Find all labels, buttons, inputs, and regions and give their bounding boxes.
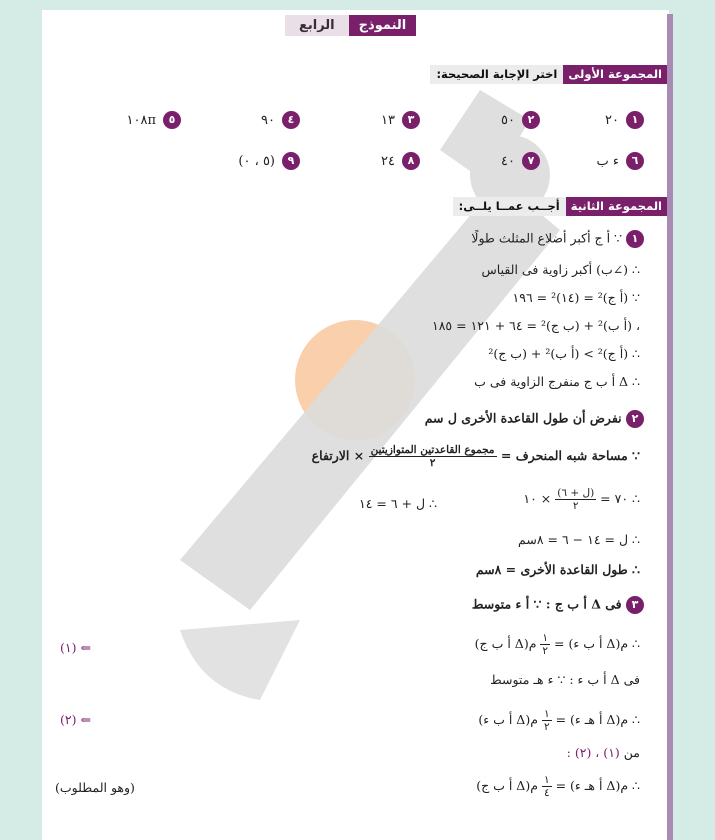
option-6: ٦ ء ب <box>597 152 644 170</box>
option-3: ٣ ١٣ <box>381 111 420 129</box>
option-4: ٤ ٩٠ <box>261 111 300 129</box>
q3-line4: ∴ م(Δ أ هـ ء) = $\frac{١}{٢}$ م(Δ أ ب ء) <box>478 708 640 733</box>
q3-number: ٣ <box>626 596 644 614</box>
q1-line1: ١ ∵ أ ج أكبر أضلاع المثلث طولًا <box>471 230 644 248</box>
option-9: ٩ (٥ ، ٠) <box>238 152 300 170</box>
q1-line4: ، (أ ب)² + (ب ج)² = ٦٤ + ١٢١ = ١٨٥ <box>431 318 640 333</box>
mark-1: ⇐ (١) <box>60 640 91 655</box>
q3-line5: من (١) ، (٢) : <box>566 745 640 760</box>
q3-line6: ∴ م(Δ أ هـ ء) = $\frac{١}{٤}$ م(Δ أ ب ج) <box>476 774 640 799</box>
header-model: النموذج <box>349 15 417 36</box>
group1-label: المجموعة الأولى <box>563 65 667 84</box>
q2-area-formula: ∵ مساحة شبه المنحرف = $\frac{\text{مجموع القاعدتين المتوازيتين}}{٢}$ × الارتفاع <box>311 444 640 469</box>
q1-line3: ∵ (أ ج)² = (١٤)² = ١٩٦ <box>512 290 640 305</box>
result-note: (وهو المطلوب) <box>55 780 135 795</box>
option-5: ٥ ١٠٨π <box>127 111 182 129</box>
group1-instruction: اختر الإجابة الصحيحة: <box>430 65 563 84</box>
q2-equation-right: ∴ ل + ٦ = ١٤ <box>358 496 437 511</box>
q3-line3: فى Δ أ ب ء : ∵ ء هـ متوسط <box>490 672 640 687</box>
mark-2: ⇐ (٢) <box>60 712 91 727</box>
group2-instruction: أجــب عمــا يلــى: <box>453 197 566 216</box>
group2-title <box>453 197 667 216</box>
q1-line6: ∴ Δ أ ب ج منفرج الزاوية فى ب <box>474 374 640 389</box>
option-7: ٧ ٤٠ <box>501 152 540 170</box>
option-2: ٢ ٥٠ <box>501 111 540 129</box>
model-header <box>285 15 416 36</box>
header-fourth: الرابع <box>285 15 349 36</box>
q2-line4: ∴ ل = ١٤ − ٦ = ٨سم <box>518 532 640 547</box>
q2-line1: ٢ نفرض أن طول القاعدة الأخرى ل سم <box>425 410 644 428</box>
q2-number: ٢ <box>626 410 644 428</box>
option-8: ٨ ٢٤ <box>381 152 420 170</box>
q2-line5: ∴ طول القاعدة الأخرى = ٨سم <box>475 562 640 577</box>
group2-label: المجموعة الثانية <box>566 197 667 216</box>
group1-title <box>430 65 667 84</box>
q3-line2: ∴ م(Δ أ ب ء) = $\frac{١}{٢}$ م(Δ أ ب ج) <box>474 632 640 657</box>
option-1: ١ ٢٠ <box>605 111 644 129</box>
q1-line2: ∴ (∠ب) أكبر زاوية فى القياس <box>481 262 640 277</box>
q3-line1: ٣ فى Δ أ ب ج : ∵ أ ء متوسط <box>472 596 644 614</box>
q2-equation: ∴ ٧٠ = $\frac{\text{(ل + ٦)}}{٢}$ × ١٠ <box>523 487 640 512</box>
q1-number: ١ <box>626 230 644 248</box>
q1-line5: ∴ (أ ج)² > (أ ب)² + (ب ج)² <box>488 346 640 361</box>
